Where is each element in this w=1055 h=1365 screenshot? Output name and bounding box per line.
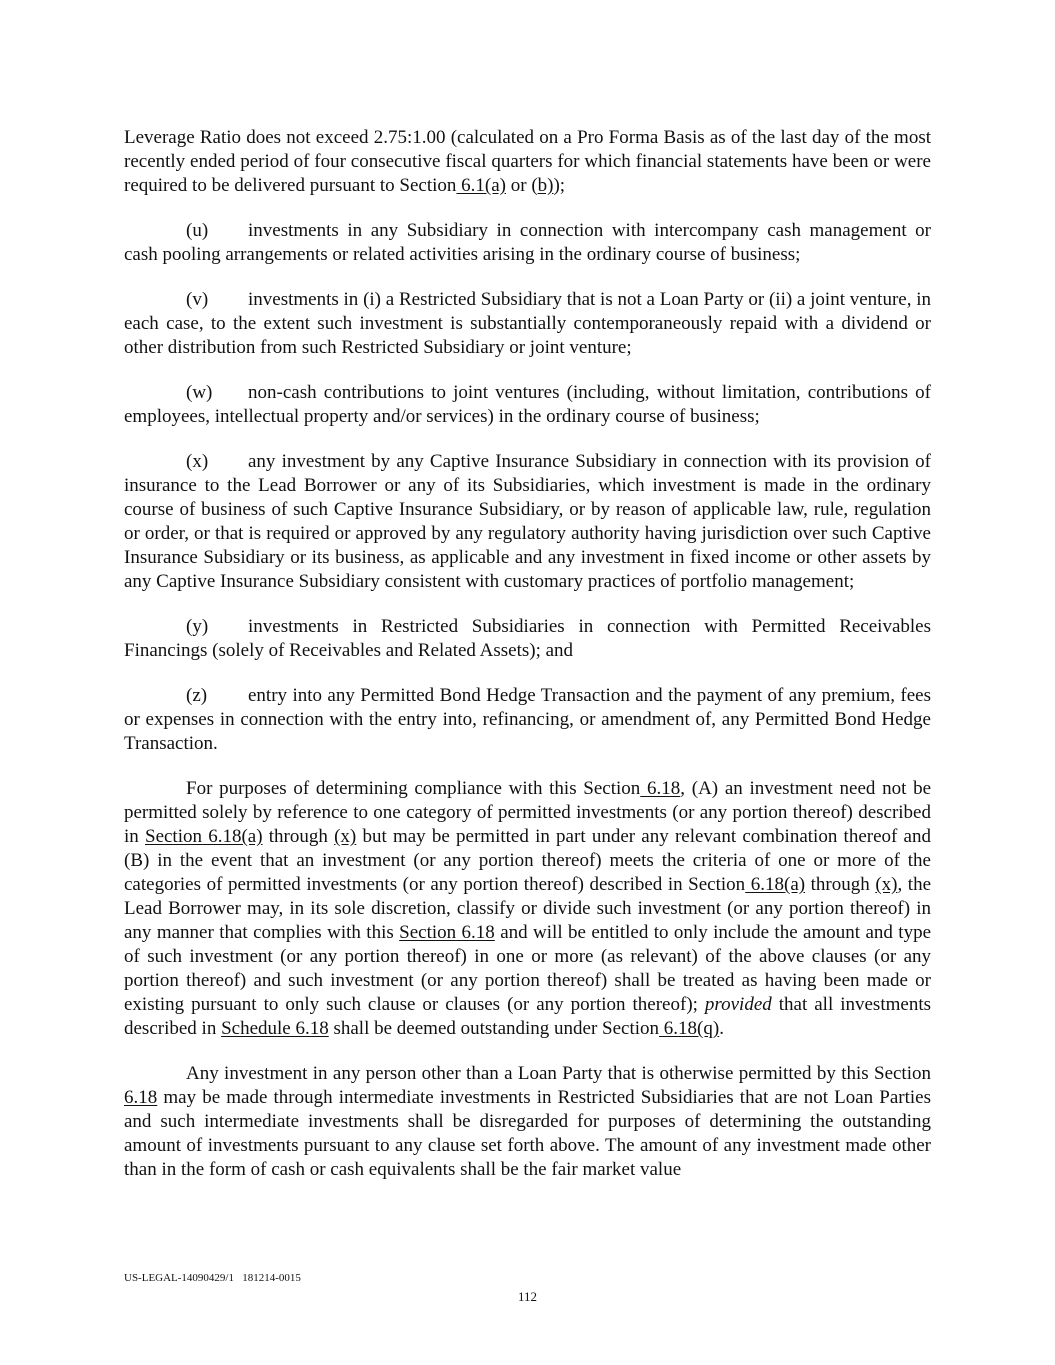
paragraph-text: may be made through intermediate investments in Restricted Subsidiaries that are not Loan Parties and such intermediate investments shall be disregarded for purposes of determining the outstanding amount of investments pursuant to any clause set forth above. The amount of any investment made other than in the form of cash or cash equivalents shall be the fair market value bbox=[124, 1087, 931, 1180]
section-reference: 6.18 bbox=[124, 1087, 158, 1108]
section-reference: Section 6.18 bbox=[399, 922, 495, 943]
paragraph-text: that all investments described in bbox=[124, 994, 931, 1039]
clause-paragraph bbox=[124, 450, 931, 594]
paragraph-text: shall be deemed outstanding under Section bbox=[328, 1018, 660, 1039]
paragraph-text: investments in any Subsidiary in connection with intercompany cash management or cash pooling arrangements or related activities arising in the ordinary course of business; bbox=[124, 220, 931, 265]
paragraph-text: any investment by any Captive Insurance Subsidiary in connection with its provision of insurance to the Lead Borrower or any of its Subsidiaries, which investment is made in the ordinary course of business of such Captive Insurance Subsidiary, or by reason of applicable law, rule, regulation or order, or that is required or approved by any regulatory authority having jurisdiction over such Captive Insurance Subsidiary or its business, as applicable and any investment in fixed income or other assets by any Captive Insurance Subsidiary consistent with customary practices of portfolio management; bbox=[124, 451, 931, 592]
clause-paragraph bbox=[124, 615, 931, 663]
section-reference: 6.18 bbox=[640, 778, 681, 799]
paragraph-text: investments in (i) a Restricted Subsidiary that is not a Loan Party or (ii) a joint venture, in each case, to the extent such investment is substantially contemporaneously repaid with a dividend or other distribution from such Restricted Subsidiary or joint venture; bbox=[124, 289, 931, 358]
paragraph bbox=[124, 1062, 931, 1182]
paragraph-text: Any investment in any person other than a Loan Party that is otherwise permitted by this Section bbox=[186, 1063, 931, 1084]
paragraph-text: , (A) an investment need not be permitted solely by reference to one category of permitted investments (or any portion thereof) described in bbox=[124, 778, 932, 847]
emphasis-text: provided bbox=[704, 994, 772, 1015]
paragraph bbox=[124, 777, 931, 1041]
clause-label: (x) bbox=[186, 451, 209, 472]
clause-label: (u) bbox=[186, 220, 209, 241]
paragraph bbox=[124, 126, 931, 198]
section-reference: 6.18(a) bbox=[745, 874, 806, 895]
document-body bbox=[124, 126, 931, 1203]
section-reference: (x) bbox=[875, 874, 898, 895]
clause-label: (y) bbox=[186, 616, 209, 637]
section-reference: 6.1(a) bbox=[456, 175, 506, 196]
paragraph-text: non-cash contributions to joint ventures (including, without limitation, contributions of employees, intellectual property and/or services) in the ordinary course of business; bbox=[124, 382, 931, 427]
paragraph-text: but may be permitted in part under any relevant combination thereof and (B) in the event that an investment (or any portion thereof) meets the criteria of one or more of the categories of permitted investments (or any portion thereof) described in Section bbox=[124, 826, 931, 895]
paragraph-text: Leverage Ratio does not exceed 2.75:1.00 (calculated on a Pro Forma Basis as of the last day of the most recently ended period of four consecutive fiscal quarters for which financial statements have been or were required to be delivered pursuant to Section bbox=[124, 127, 931, 196]
paragraph-text: through bbox=[805, 874, 876, 895]
clause-paragraph bbox=[124, 219, 931, 267]
paragraph-text: , the Lead Borrower may, in its sole discretion, classify or divide such investment (or any portion thereof) in any manner that complies with this bbox=[124, 874, 932, 943]
clause-paragraph bbox=[124, 288, 931, 360]
page-number: 112 bbox=[517, 1289, 538, 1304]
clause-paragraph bbox=[124, 381, 931, 429]
clause-paragraph bbox=[124, 684, 931, 756]
paragraph-text: For purposes of determining compliance with this Section bbox=[186, 778, 641, 799]
paragraph-text: investments in Restricted Subsidiaries in connection with Permitted Receivables Financings (solely of Receivables and Related Assets); and bbox=[124, 616, 931, 661]
clause-label: (v) bbox=[186, 289, 209, 310]
section-reference: 6.18(q) bbox=[659, 1018, 720, 1039]
section-reference: (x) bbox=[334, 826, 357, 847]
section-reference: Section 6.18(a) bbox=[145, 826, 263, 847]
paragraph-text: . bbox=[719, 1018, 724, 1039]
paragraph-text: and will be entitled to only include the amount and type of such investment (or any portion thereof) in one or more (as relevant) of the above clauses (or any portion thereof) and such investment (or any portion thereof) shall be treated as having been made or existing pursuant to only such clause or clauses (or any portion thereof); bbox=[124, 922, 931, 1015]
section-reference: Schedule 6.18 bbox=[221, 1018, 329, 1039]
document-id-footer: US-LEGAL-14090429/1 181214-0015 bbox=[124, 1272, 301, 1284]
section-reference: b) bbox=[537, 175, 554, 196]
clause-label: (w) bbox=[186, 382, 213, 403]
paragraph-text: or ( bbox=[506, 175, 538, 196]
paragraph-text: ); bbox=[553, 175, 566, 196]
paragraph-text: through bbox=[262, 826, 335, 847]
paragraph-text: entry into any Permitted Bond Hedge Transaction and the payment of any premium, fees or expenses in connection with the entry into, refinancing, or amendment of, any Permitted Bond Hedge Transaction. bbox=[124, 685, 931, 754]
clause-label: (z) bbox=[186, 685, 208, 706]
